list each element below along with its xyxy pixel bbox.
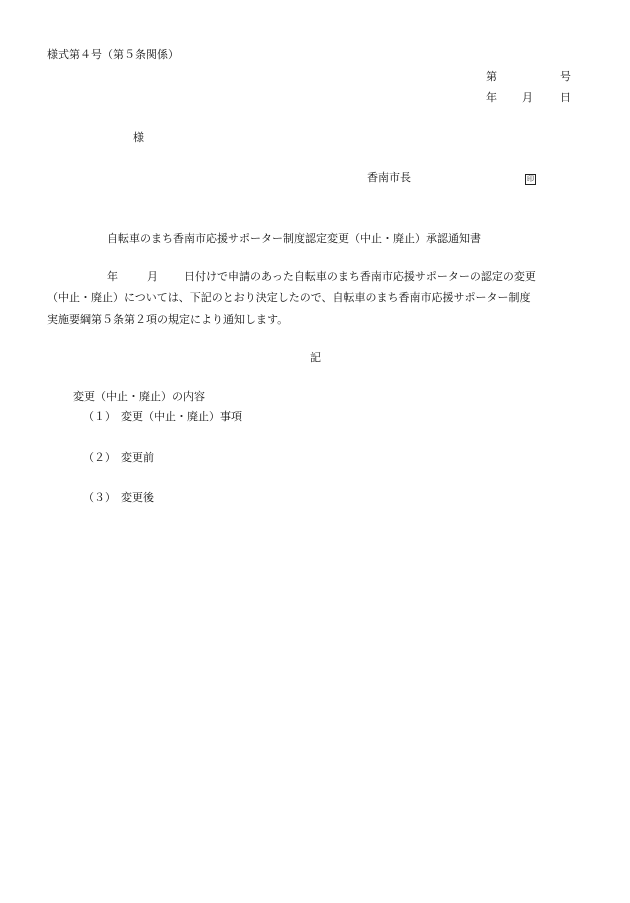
date-month-label: 月	[522, 91, 533, 104]
body-line-3: 実施要綱第５条第２項の規定により通知します。	[47, 313, 289, 326]
issuer-seal-icon	[525, 171, 536, 185]
ref-dai-label: 第	[486, 70, 497, 83]
item-1-number: （１）	[83, 410, 116, 423]
date-day-label: 日	[560, 91, 571, 104]
body-line-2: （中止・廃止）については、下記のとおり決定したので、自転車のまち香南市応援サポーター制度	[47, 291, 531, 304]
ki-heading: 記	[310, 351, 321, 364]
date-year-label: 年	[486, 91, 497, 104]
item-3-number: （３）	[83, 491, 116, 504]
document-title: 自転車のまち香南市応援サポーター制度認定変更（中止・廃止）承認通知書	[107, 232, 481, 245]
addressee-suffix: 様	[133, 131, 144, 144]
body-line-1: 日付けで申請のあった自転車のまち香南市応援サポーターの認定の変更	[184, 270, 536, 283]
body-month-label: 月	[147, 270, 158, 283]
item-3-label: 変更後	[121, 491, 154, 504]
ref-go-label: 号	[560, 70, 571, 83]
form-label: 様式第４号（第５条関係）	[47, 48, 179, 61]
body-year-label: 年	[107, 270, 118, 283]
section-heading: 変更（中止・廃止）の内容	[73, 390, 205, 403]
item-1-label: 変更（中止・廃止）事項	[121, 410, 242, 423]
issuer-title: 香南市長	[367, 171, 411, 184]
item-2-label: 変更前	[121, 451, 154, 464]
item-2-number: （２）	[83, 451, 116, 464]
seal-mark: 印	[527, 175, 534, 183]
